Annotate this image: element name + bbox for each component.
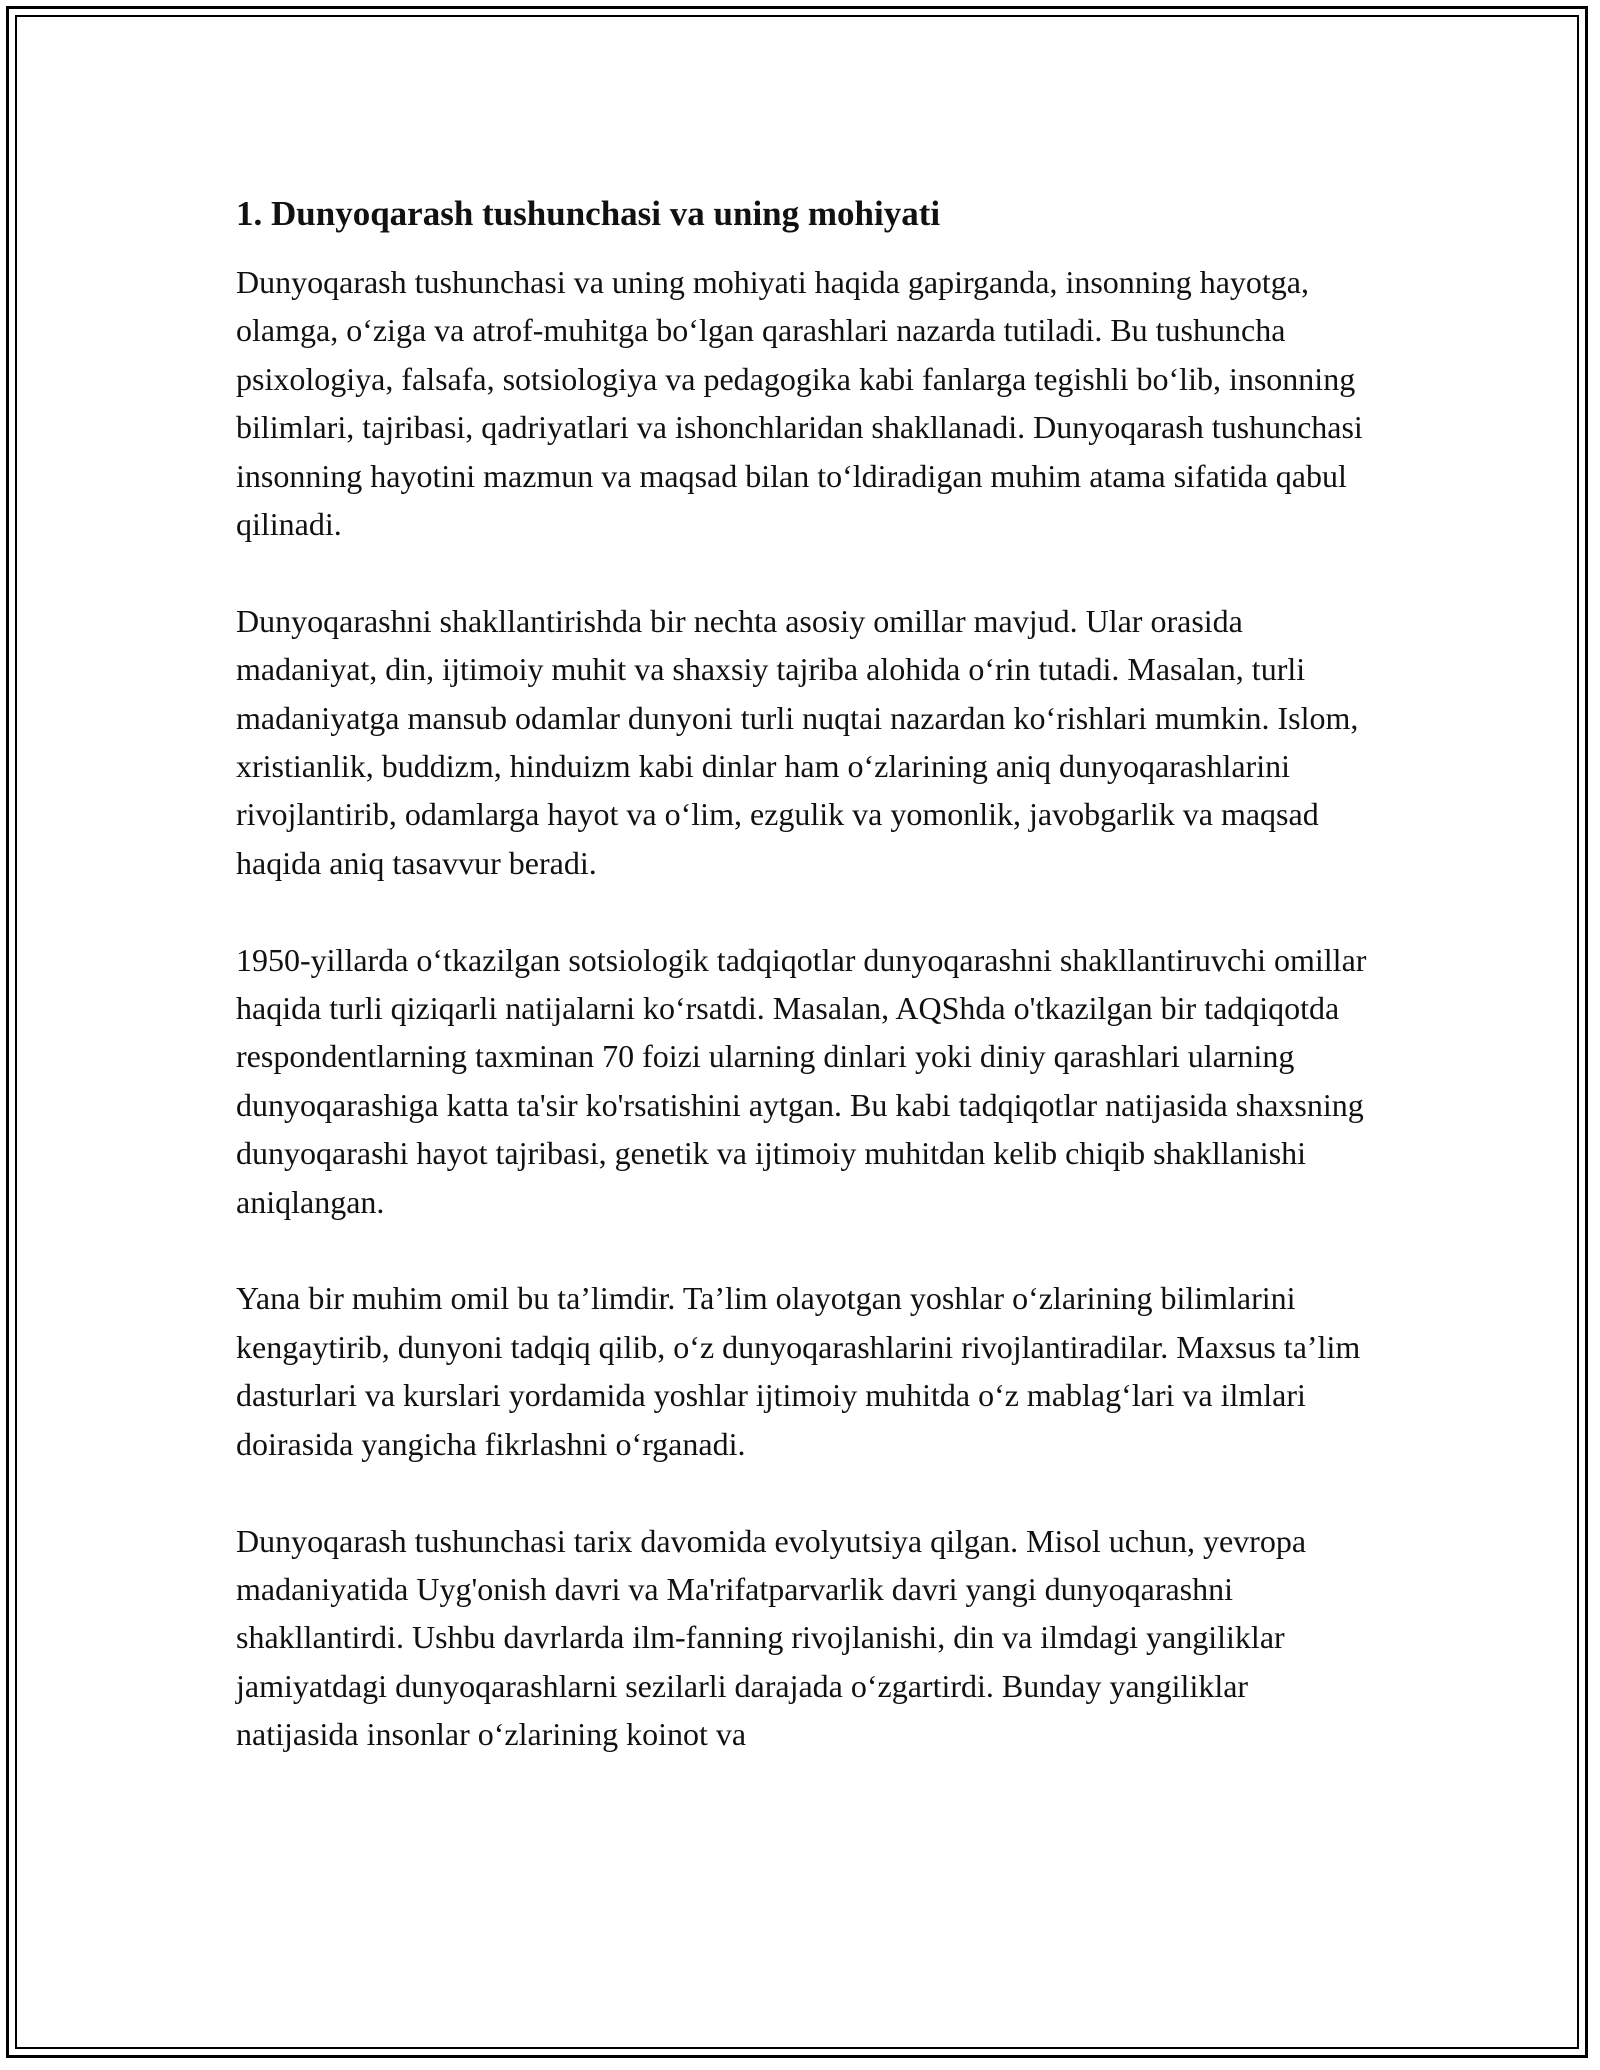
document-body — [236, 190, 1376, 1759]
paragraph-4: Yana bir muhim omil bu ta’limdir. Ta’lim olayotgan yoshlar o‘zlarining bilimlarini kengaytirib, dunyoni tadqiq qilib, o‘z dunyoqarashlarini rivojlantiradilar. Maxsus ta’lim dasturlari va kurslari yordamida yoshlar ijtimoiy muhitda o‘z mablag‘lari va ilmlari doirasida yangicha fikrlashni o‘rganadi. — [236, 1280, 1361, 1462]
paragraph-5: Dunyoqarash tushunchasi tarix davomida evolyutsiya qilgan. Misol uchun, yevropa madaniyatida Uyg'onish davri va Ma'rifatparvarlik davri yangi dunyoqarashni shakllantirdi. Ushbu davrlarda ilm-fanning rivojlanishi, din va ilmdagi yangiliklar jamiyatdagi dunyoqarashlarni sezilarli darajada o‘zgartirdi. Bunday yangiliklar natijasida insonlar o‘zlarining koinot va — [236, 1522, 1307, 1753]
paragraph-2: Dunyoqarashni shakllantirishda bir nechta asosiy omillar mavjud. Ular orasida madaniyat, din, ijtimoiy muhit va shaxsiy tajriba alohida o‘rin tutadi. Masalan, turli madaniyatga mansub odamlar dunyoni turli nuqtai nazardan ko‘rishlari mumkin. Islom, xristianlik, buddizm, hinduizm kabi dinlar ham o‘zlarining aniq dunyoqarashlarini rivojlantirib, odamlarga hayot va o‘lim, ezgulik va yomonlik, javobgarlik va maqsad haqida aniq tasavvur beradi. — [236, 602, 1359, 881]
paragraph-3: 1950-yillarda o‘tkazilgan sotsiologik tadqiqotlar dunyoqarashni shakllantiruvchi omillar haqida turli qiziqarli natijalarni ko‘rsatdi. Masalan, AQShda o'tkazilgan bir tadqiqotda respondentlarning taxminan 70 foizi ularning dinlari yoki diniy qarashlari ularning dunyoqarashiga katta ta'sir ko'rsatishini aytgan. Bu kabi tadqiqotlar natijasida shaxsning dunyoqarashi hayot tajribasi, genetik va ijtimoiy muhitdan kelib chiqib shakllanishi aniqlangan. — [236, 941, 1367, 1220]
paragraph-1: Dunyoqarash tushunchasi va uning mohiyati haqida gapirganda, insonning hayotga, olamga, o‘ziga va atrof-muhitga bo‘lgan qarashlari nazarda tutiladi. Bu tushuncha psixologiya, falsafa, sotsiologiya va pedagogika kabi fanlarga tegishli bo‘lib, insonning bilimlari, tajribasi, qadriyatlari va ishonchlaridan shakllanadi. Dunyoqarash tushunchasi insonning hayotini mazmun va maqsad bilan to‘ldiradigan muhim atama sifatida qabul qilinadi. — [236, 264, 1363, 543]
section-heading: 1. Dunyoqarash tushunchasi va uning mohiyati — [236, 194, 941, 233]
